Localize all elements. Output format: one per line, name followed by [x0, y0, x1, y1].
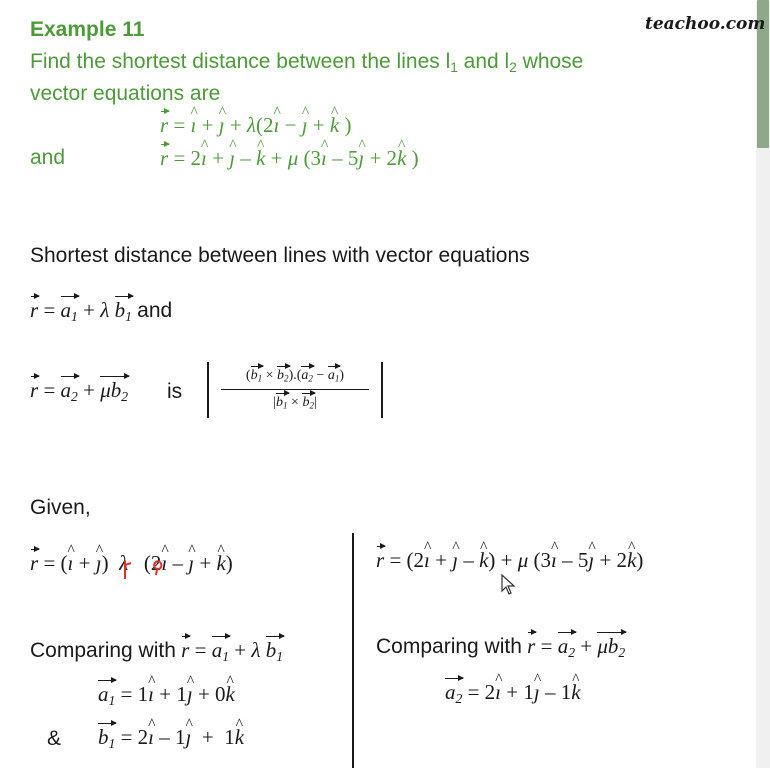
- given-label: Given,: [30, 496, 91, 519]
- a2-value: $a_2$ = 2ı ^ + 1ȷ ^ – 1k ^: [445, 680, 581, 707]
- handwritten-mark: [122, 557, 168, 583]
- compare-line-left: Comparing with $r = a_1 + \lambda$ $b_1$: [30, 638, 284, 665]
- ampersand-label: &: [47, 727, 62, 750]
- question-line-2: vector equations are: [30, 82, 221, 105]
- column-divider: [352, 533, 354, 768]
- equation-line-2: r = 2ı ^ + ȷ ^ – k ^ + μ (3ı ^ – 5ȷ ^ + 2k ^ ): [160, 146, 419, 171]
- a1-value: $a_1$ = 1ı ^ + 1ȷ ^ + 0k ^: [98, 682, 235, 709]
- given-line-1: r = (ı ^ + ȷ ^) λ (2ı ^ – ȷ ^ + k ^): [30, 551, 233, 576]
- question-line-1: Find the shortest distance between the lines $l_1$ and $l_2$ whose: [30, 50, 584, 76]
- theory-line-2: $r = a_2 + \mu b_2$: [30, 378, 129, 405]
- b1-value: $b_1$ = 2ı ^ – 1ȷ ^ + 1k ^: [98, 725, 244, 752]
- compare-line-right: Comparing with $r = a_2 + \mu b_2$: [376, 634, 626, 661]
- distance-formula: $(b_1 \times b_2).(a_2 - a_1)$ $|b_1 \times b_2|$: [207, 362, 383, 418]
- teachoo-logo: teachoo.com: [645, 14, 766, 34]
- theory-intro: Shortest distance between lines with vector equations: [30, 244, 530, 267]
- scrollbar[interactable]: [756, 0, 770, 768]
- equation-line-1: r = ı ^ + ȷ ^ + λ(2ı ^ − ȷ ^ + k ^ ): [160, 113, 351, 138]
- and-label: and: [30, 146, 66, 169]
- theory-line-1: $r = a_1 + \lambda$ $b_1$ and: [30, 298, 173, 325]
- mouse-cursor-icon: [500, 574, 516, 596]
- is-label: is: [167, 380, 183, 403]
- given-line-2: r = (2ı ^ + ȷ ^ – k ^) + μ (3ı ^ – 5ȷ ^ + 2k ^): [376, 548, 643, 573]
- example-title: Example 11: [30, 18, 145, 41]
